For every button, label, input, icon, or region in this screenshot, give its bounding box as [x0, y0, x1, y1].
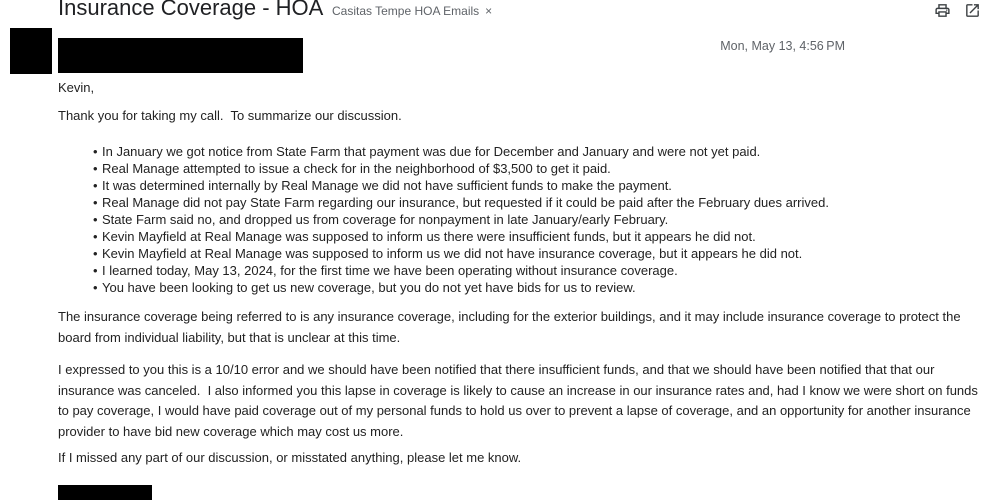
list-item: • State Farm said no, and dropped us from coverage for nonpayment in late January/early February. [58, 211, 986, 228]
label-chip-text: Casitas Tempe HOA Emails [332, 4, 480, 18]
sender-info-redacted [58, 38, 303, 73]
intro-line: Thank you for taking my call. To summarize our discussion. [58, 108, 402, 123]
email-body [58, 79, 986, 500]
sender-avatar-redacted [10, 28, 52, 74]
closing-line: If I missed any part of our discussion, or misstated anything, please let me know. [58, 450, 522, 465]
summary-bullet-list [58, 143, 986, 296]
list-item: • Kevin Mayfield at Real Manage was supposed to inform us we did not have insurance coverage, but it appears he did not. [58, 245, 986, 262]
list-item: • Real Manage attempted to issue a check for in the neighborhood of $3,500 to get it paid. [58, 160, 986, 177]
list-item: • I learned today, May 13, 2024, for the first time we have been operating without insurance coverage. [58, 262, 986, 279]
open-in-new-icon [964, 2, 981, 19]
list-item: • Kevin Mayfield at Real Manage was supposed to inform us there were insufficient funds, but it appears he did not. [58, 228, 986, 245]
message-date: Mon, May 13, 4:56 PM [720, 39, 845, 53]
open-in-new-window-button[interactable] [962, 0, 982, 20]
paragraph-error-statement: I expressed to you this is a 10/10 error and we should have been notified that there insufficient funds, and that we should have been notified that that our insurance was canceled. I also informed you this lapse in coverage is likely to cause an increase in our insurance rates and, had I know we were short on funds to pay coverage, I would have paid coverage out of my personal funds to hold us over to prevent a lapse of coverage, and an opportunity for another insurance provider to have bid new coverage which may cost us more. [58, 362, 982, 439]
list-item: • You have been looking to get us new coverage, but you do not yet have bids for us to review. [58, 279, 986, 296]
list-item: • In January we got notice from State Farm that payment was due for December and January and were not yet paid. [58, 143, 986, 160]
list-item: • Real Manage did not pay State Farm regarding our insurance, but requested if it could be paid after the February dues arrived. [58, 194, 986, 211]
email-subject: Insurance Coverage - HOA [58, 0, 324, 20]
label-remove-icon[interactable]: × [485, 4, 493, 18]
signature-redacted [58, 485, 152, 500]
print-icon [934, 2, 951, 19]
list-item: • It was determined internally by Real Manage we did not have sufficient funds to make the payment. [58, 177, 986, 194]
print-button[interactable] [932, 0, 952, 20]
label-chip[interactable] [332, 4, 492, 18]
paragraph-coverage-scope: The insurance coverage being referred to is any insurance coverage, including for the exterior buildings, and it may include insurance coverage to protect the board from individual liability, but that is unclear at this time. [58, 309, 965, 345]
greeting-line: Kevin, [58, 80, 95, 95]
